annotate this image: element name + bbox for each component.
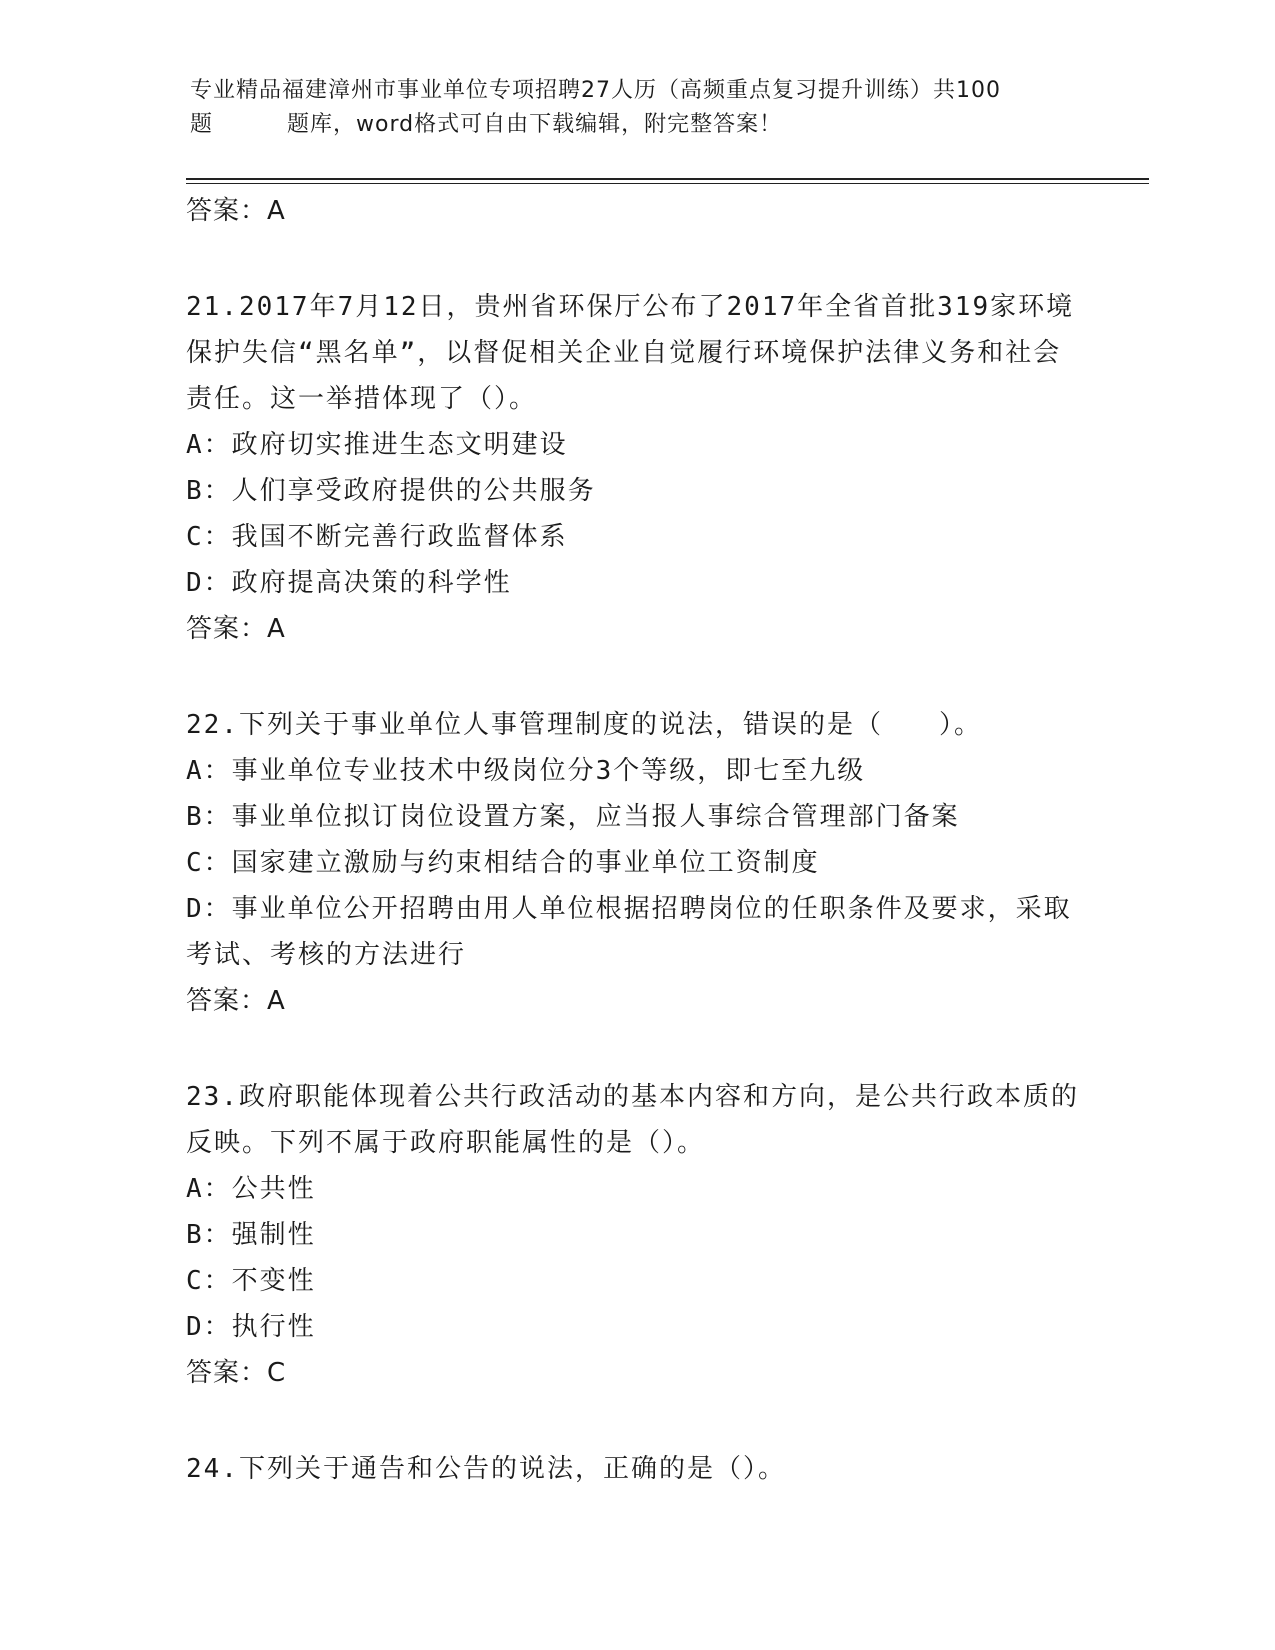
option-a: A：事业单位专业技术中级岗位分3个等级，即七至九级 [186,756,866,786]
question-list [186,188,1086,1492]
question-22 [186,702,1086,1024]
previous-answer: 答案：A [186,196,286,226]
document-header [190,74,1070,142]
header-rule-thin [186,183,1149,184]
header-rule-thick [186,178,1149,180]
option-d: D：政府提高决策的科学性 [186,568,512,598]
header-line-1: 专业精品福建漳州市事业单位专项招聘27人历（高频重点复习提升训练）共100 [190,78,1001,103]
question-text: 21.2017年7月12日，贵州省环保厅公布了2017年全省首批319家环境保护失信“黑名单”，以督促相关企业自觉履行环境保护法律义务和社会责任。这一举措体现了（）。 [186,292,1075,414]
question-answer: 答案：A [186,986,286,1016]
option-d: D：执行性 [186,1312,316,1342]
question-21 [186,284,1086,652]
header-line-2 [190,108,1070,142]
option-d: D：事业单位公开招聘由用人单位根据招聘岗位的任职条件及要求，采取考试、考核的方法进行 [186,894,1072,970]
question-23 [186,1074,1086,1396]
option-c: C：不变性 [186,1266,316,1296]
option-a: A：公共性 [186,1174,316,1204]
question-text: 24.下列关于通告和公告的说法，正确的是（）。 [186,1454,786,1484]
option-c: C：我国不断完善行政监督体系 [186,522,568,552]
header-line-2-right: 题库，word格式可自由下载编辑，附完整答案！ [287,112,783,137]
question-text: 22.下列关于事业单位人事管理制度的说法，错误的是（ ）。 [186,710,982,740]
option-b: B：事业单位拟订岗位设置方案，应当报人事综合管理部门备案 [186,802,960,832]
header-line-2-left: 题 [190,112,214,137]
question-text: 23.政府职能体现着公共行政活动的基本内容和方向，是公共行政本质的反映。下列不属于政府职能属性的是（）。 [186,1082,1079,1158]
option-a: A：政府切实推进生态文明建设 [186,430,568,460]
question-answer: 答案：C [186,1358,287,1388]
question-24 [186,1446,1086,1492]
option-b: B：人们享受政府提供的公共服务 [186,476,596,506]
question-answer: 答案：A [186,614,286,644]
option-c: C：国家建立激励与约束相结合的事业单位工资制度 [186,848,820,878]
option-b: B：强制性 [186,1220,316,1250]
